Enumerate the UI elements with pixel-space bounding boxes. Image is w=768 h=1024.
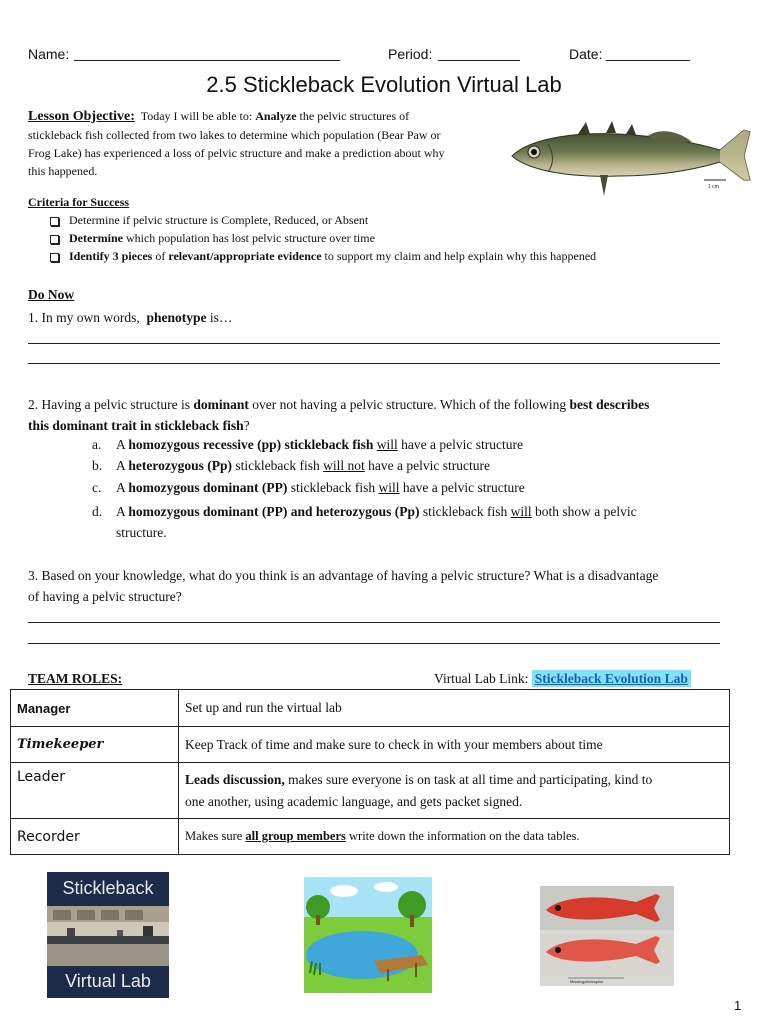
criteria-item-2: Determine which population has lost pelvic structure over time [50,231,375,246]
question-2: 2. Having a pelvic structure is dominant over not having a pelvic structure. Which of the following best describes this dominant trait in stickleback fish? [28,397,650,433]
stickleback-comparison-image [540,886,674,986]
answer-line[interactable] [28,343,720,344]
checkbox-icon [50,235,59,244]
period-field[interactable] [438,60,520,61]
date-label: Date: [569,46,603,62]
virtual-lab-link-label: Virtual Lab Link: [434,671,529,686]
role-recorder: Recorder [11,819,179,855]
page-title: 2.5 Stickleback Evolution Virtual Lab [206,72,562,97]
virtual-lab-link-row [434,671,691,687]
logo-title-top: Stickleback [62,878,154,898]
role-manager-desc: Set up and run the virtual lab [179,690,730,727]
option-d[interactable]: d. A homozygous dominant (PP) and heterozygous (Pp) stickleback fish will both show a pelvic structure. [92,504,637,540]
period-label: Period: [388,46,433,62]
option-b[interactable]: b. A heterozygous (Pp) stickleback fish will not have a pelvic structure [92,458,490,473]
red-fish-icon [540,886,674,986]
checkbox-icon [50,253,59,262]
date-field[interactable] [606,60,690,61]
fish-caption: Missingpelvicspine [570,979,604,984]
team-roles-heading: TEAM ROLES: [28,671,123,686]
answer-line[interactable] [28,363,720,364]
objective-label: Lesson Objective: [28,109,135,124]
lake-illustration [304,877,432,993]
name-label: Name: [28,46,70,62]
role-recorder-desc: Makes sure all group members write down the information on the data tables. [179,819,730,855]
role-timekeeper: Timekeeper [11,727,179,763]
stickleback-fish-image [508,118,754,198]
role-manager: Manager [11,690,179,727]
option-a[interactable]: a. A homozygous recessive (pp) stickleback fish will have a pelvic structure [92,437,523,452]
lesson-objective: Lesson Objective: Today I will be able to: Analyze the pelvic structures of stickleback fish collected from two lakes to determine which population (Bear Paw or Frog Lake) has experienced a loss of pelvic structure and make a prediction about why this happened. [28,109,445,178]
role-timekeeper-desc: Keep Track of time and make sure to check in with your members about time [179,727,730,763]
virtual-lab-link[interactable]: Stickleback Evolution Lab [532,670,691,687]
team-roles-table [10,689,730,855]
lab-room-icon [47,906,169,966]
criteria-heading: Criteria for Success [28,195,130,209]
table-row [11,727,730,763]
table-row [11,763,730,819]
table-row [11,690,730,727]
name-field[interactable] [74,60,340,61]
question-1: 1. In my own words, phenotype is… [28,310,233,325]
role-leader: Leader [11,763,179,819]
do-now-heading: Do Now [28,287,75,302]
question-3: 3. Based on your knowledge, what do you think is an advantage of having a pelvic structure? What is a disadvantage of having a pelvic structure? [28,568,659,604]
table-row [11,819,730,855]
option-c[interactable]: c. A homozygous dominant (PP) stickleback fish will have a pelvic structure [92,480,525,495]
page-number: 1 [734,998,742,1013]
logo-title-bottom: Virtual Lab [65,971,151,991]
scale-label: 1 cm [708,184,719,190]
answer-line[interactable] [28,643,720,644]
criteria-item-1: Determine if pelvic structure is Complete, Reduced, or Absent [50,213,368,228]
answer-line[interactable] [28,622,720,623]
criteria-item-3: Identify 3 pieces of relevant/appropriate evidence to support my claim and help explain why this happened [50,249,596,264]
stickleback-virtual-lab-logo [47,872,169,998]
role-leader-desc: Leads discussion, makes sure everyone is on task at all time and participating, kind to one another, using academic language, and gets packet signed. [179,763,730,819]
checkbox-icon [50,217,59,226]
